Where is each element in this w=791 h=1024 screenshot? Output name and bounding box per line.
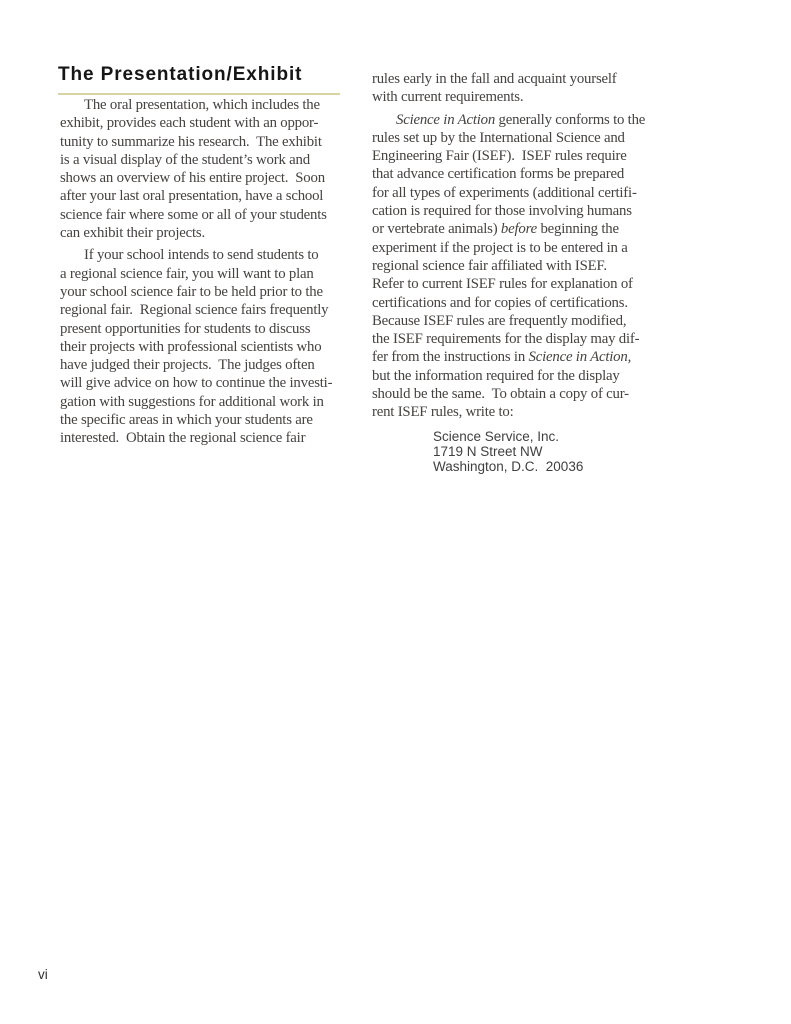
- text-segment: rules early in the fall and acquaint yourself: [372, 71, 617, 87]
- text-line: [60, 96, 360, 114]
- text-segment: certifications and for copies of certifications.: [372, 294, 628, 311]
- text-line: [60, 374, 360, 392]
- text-segment: cation is required for those involving humans: [372, 203, 632, 220]
- text-line: [60, 356, 360, 374]
- text-segment: will give advice on how to continue the investi-: [60, 375, 333, 392]
- paragraph: [372, 70, 672, 107]
- text-segment: with current requirements.: [372, 89, 524, 106]
- text-line: [60, 114, 360, 132]
- text-line: [60, 151, 360, 169]
- text-line: [60, 393, 360, 411]
- text-segment: or vertebrate animals): [372, 221, 501, 238]
- text-line: [372, 184, 672, 202]
- page-number: vi: [38, 967, 48, 982]
- address-line-organization: Science Service, Inc.: [433, 429, 560, 444]
- text-segment: that advance certification forms be prepared: [372, 166, 625, 183]
- text-segment: can exhibit their projects.: [60, 225, 205, 242]
- text-line: [60, 320, 360, 338]
- text-segment: have judged their projects. The judges often: [60, 357, 315, 374]
- text-segment: their projects with professional scientists who: [60, 338, 322, 355]
- text-segment: Refer to current ISEF rules for explanation of: [372, 276, 633, 293]
- text-segment: interested. Obtain the regional science fair: [60, 430, 306, 447]
- text-line: [372, 239, 672, 257]
- text-line: [60, 206, 360, 224]
- italic-text-segment: before: [500, 221, 537, 238]
- heading-underline-rule: [58, 93, 340, 95]
- text-line: [60, 169, 360, 187]
- text-line: [60, 301, 360, 319]
- text-line: [372, 165, 672, 183]
- text-line: [372, 330, 672, 348]
- text-segment: beginning the: [536, 221, 619, 238]
- text-line: [372, 202, 672, 220]
- text-line: [372, 348, 672, 366]
- text-line: [372, 257, 672, 275]
- text-line: [60, 224, 360, 242]
- left-text-column: [60, 96, 360, 448]
- section-heading: The Presentation/Exhibit: [58, 64, 303, 85]
- text-segment: the specific areas in which your students are: [60, 412, 313, 429]
- text-line: [60, 411, 360, 429]
- text-segment: for all types of experiments (additional certifi-: [372, 184, 637, 201]
- text-segment: but the information required for the display: [372, 367, 620, 384]
- text-segment: regional science fair affiliated with ISEF.: [372, 257, 607, 274]
- text-segment: your school science fair to be held prior to the: [60, 283, 323, 300]
- text-segment: a regional science fair, you will want to plan: [60, 265, 314, 282]
- text-segment: after your last oral presentation, have a school: [60, 188, 324, 205]
- text-line: [372, 294, 672, 312]
- text-line: [60, 265, 360, 283]
- text-segment: shows an overview of his entire project. Soon: [60, 170, 325, 187]
- text-segment: experiment if the project is to be entered in a: [372, 239, 628, 256]
- text-segment: the ISEF requirements for the display may dif-: [372, 331, 640, 348]
- text-line: [60, 338, 360, 356]
- text-line: [372, 220, 672, 238]
- address-line-city: Washington, D.C. 20036: [433, 459, 584, 475]
- text-line: [372, 88, 672, 106]
- text-segment: rules set up by the International Science and: [372, 129, 625, 146]
- text-line: [372, 275, 672, 293]
- text-segment: science fair where some or all of your students: [60, 206, 327, 223]
- text-segment: is a visual display of the student’s work and: [60, 151, 310, 168]
- right-text-column: [372, 70, 672, 422]
- text-line: [60, 187, 360, 205]
- text-segment: fer from the instructions in: [372, 349, 529, 366]
- mailing-address-block: [433, 429, 583, 475]
- italic-text-segment: Science in Action,: [528, 349, 632, 366]
- text-segment: tunity to summarize his research. The exhibit: [60, 133, 322, 150]
- text-segment: should be the same. To obtain a copy of cur-: [372, 386, 629, 403]
- text-segment: present opportunities for students to discuss: [60, 320, 311, 337]
- text-segment: generally conforms to the: [495, 111, 646, 128]
- text-segment: gation with suggestions for additional work in: [60, 393, 324, 410]
- text-segment: If your school intends to send students to: [84, 247, 319, 264]
- text-line: [60, 133, 360, 151]
- text-line: [372, 312, 672, 330]
- text-segment: The oral presentation, which includes the: [84, 97, 320, 113]
- text-line: [372, 367, 672, 385]
- text-line: [372, 129, 672, 147]
- paragraph: [60, 246, 360, 447]
- text-line: [60, 283, 360, 301]
- paragraph: [60, 96, 360, 242]
- text-segment: regional fair. Regional science fairs frequently: [60, 302, 329, 319]
- text-segment: rent ISEF rules, write to:: [372, 404, 514, 421]
- text-line: [372, 70, 672, 88]
- text-line: [372, 111, 672, 129]
- text-line: [372, 385, 672, 403]
- text-segment: exhibit, provides each student with an oppor-: [60, 115, 319, 132]
- text-line: [372, 147, 672, 165]
- text-segment: Engineering Fair (ISEF). ISEF rules require: [372, 148, 627, 165]
- text-segment: Because ISEF rules are frequently modified,: [372, 312, 627, 329]
- paragraph: [372, 111, 672, 422]
- text-line: [60, 429, 360, 447]
- text-line: [60, 246, 360, 264]
- italic-text-segment: Science in Action: [396, 111, 496, 128]
- text-line: [372, 403, 672, 421]
- address-line-street: 1719 N Street NW: [433, 444, 543, 460]
